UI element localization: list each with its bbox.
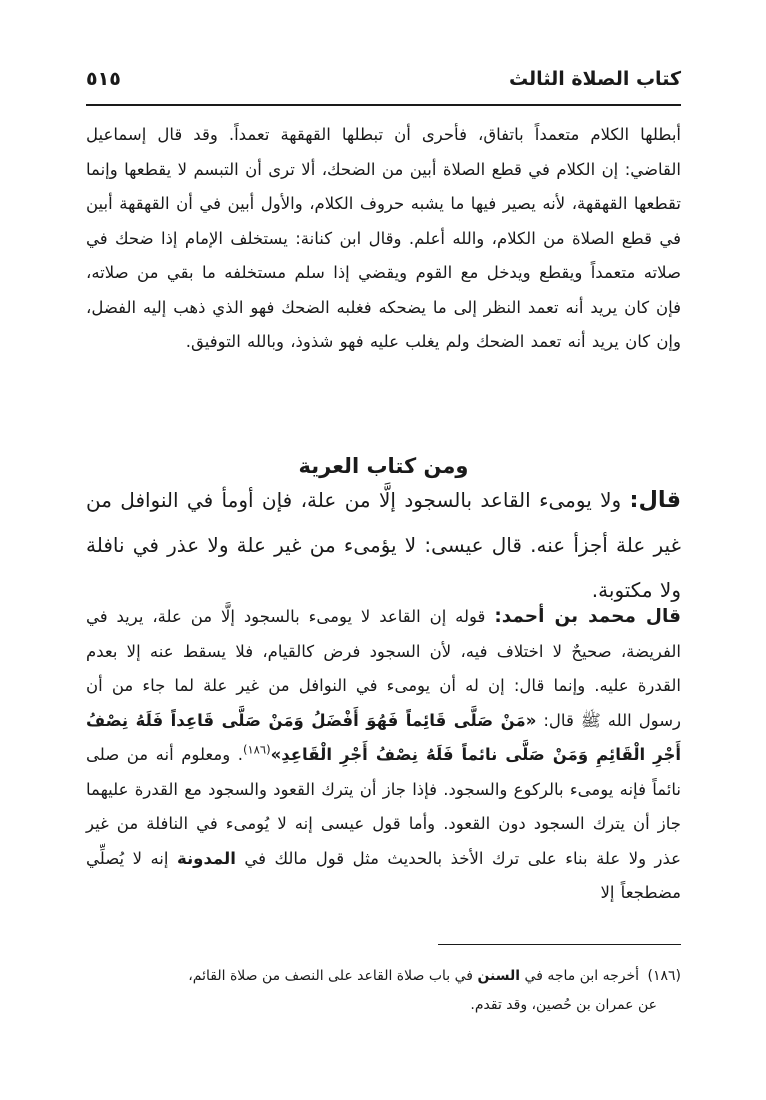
main-text-body: ولا يومىء القاعد بالسجود إلَّا من علة، فإن أومأ في النوافل من غير علة أجزأ عنه. قال عيسى: لا يؤمىء من غير علة ولا عذر في نافلة ولا مكتوبة.: [86, 488, 681, 602]
main-text-paragraph: [86, 478, 681, 613]
intro-paragraph: أبطلها الكلام متعمداً باتفاق، فأحرى أن تبطلها القهقهة تعمداً. وقد قال إسماعيل القاضي: إن الكلام في قطع الصلاة أبين من الضحك، ألا ترى أن التبسم لا يقطعها وإنما تقطعها القهقهة، لأنه يصير فيها ما يشبه حروف الكلام، والأول أبين في أن القهقهة أبين في قطع الصلاة من الكلام، والله أعلم. وقال ابن كنانة: يستخلف الإمام إذا ضحك في صلاته متعمداً ويقطع ويدخل مع القوم ويقضي إذا سلم مستخلفه ما بقي من صلاته، فإن كان يريد أنه تعمد النظر إلى ما يضحكه فغلبه الضحك فهو الذي ذهب إليه الفضل، وإن كان يريد أنه تعمد الضحك ولم يغلب عليه فهو شذوذ، وبالله التوفيق.: [86, 125, 681, 351]
running-head: كتاب الصلاة الثالث: [508, 68, 681, 90]
section-title: ومن كتاب العرية: [298, 454, 469, 478]
footnote-number: (١٨٦): [647, 968, 681, 984]
footnote-reference[interactable]: (١٨٦): [242, 742, 271, 757]
footnote-text-before: أخرجه ابن ماجه في: [524, 968, 640, 984]
header-rule: [86, 104, 681, 106]
footnote-separator: [438, 944, 681, 945]
footnote-text-after: في باب صلاة القاعد على النصف من صلاة القائم،: [188, 968, 473, 984]
page-header: [86, 64, 681, 104]
main-text-lead: قال:: [629, 487, 681, 513]
hadith-quote: «مَنْ صَلَّى قَائِماً فَهُوَ أَفْضَلُ وَمَنْ صَلَّى قَاعِداً فَلَهُ نِصْفُ أَجْرِ الْقَائِمِ وَمَنْ صَلَّى نائماً فَلَهُ نِصْفُ أَجْرِ الْقَاعِدِ»: [86, 710, 681, 764]
commentary-part3: إنه لا يُصلِّي مضطجعاً إلا: [86, 848, 681, 902]
footnote: [86, 962, 681, 1020]
commentary-lead: قال محمد بن أحمد:: [494, 606, 681, 627]
commentary-bold-word: المدونة: [176, 848, 236, 868]
footnote-bold-word: السنن: [477, 968, 521, 984]
commentary-part2: . ومعلوم أنه من صلى نائماً فإنه يومىء بالركوع والسجود. فإذا جاز أن يترك القعود والسجود مع القدرة عليهما جاز أن يترك السجود دون القعود. وأما قول عيسى إنه لا يُومىء في النافلة من غير عذر ولا علة بناء على ترك الأخذ بالحديث مثل قول مالك في: [86, 745, 682, 868]
footnote-line-2: عن عمران بن حُصين، وقد تقدم.: [470, 997, 657, 1013]
page-number: ٥١٥: [86, 68, 121, 90]
commentary-part1: قوله إن القاعد لا يومىء بالسجود إلَّا من علة، يريد في الفريضة، صحيحٌ لا اختلاف فيه، لأن السجود فرض كالقيام، فلا يسقط عنه إلا بعدم القدرة عليه. وإنما قال: إن له أن يومىء في النوافل من غير علة لما جاء من أن رسول الله ﷺ قال:: [86, 607, 682, 730]
commentary-paragraph: [86, 600, 681, 911]
